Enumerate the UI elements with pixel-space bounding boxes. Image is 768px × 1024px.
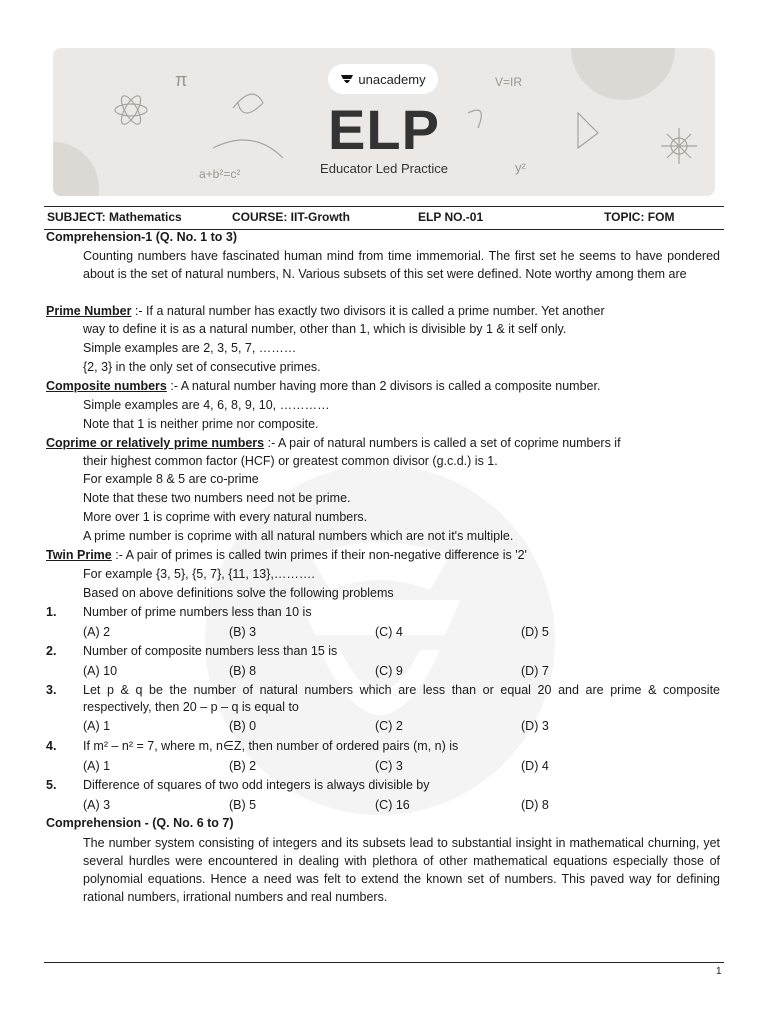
option-c: (C) 9 (375, 664, 403, 678)
coprime-example-2: Note that these two numbers need not be prime. (83, 491, 351, 505)
twin-prime-def: :- A pair of primes is called twin primes if their non-negative difference is '2' (111, 548, 527, 562)
question-text: Let p & q be the number of natural numbers which are less than or equal 20 and are prime & composite respectively, then 20 – p – q is equal to (83, 683, 720, 714)
deco-y: y² (515, 160, 526, 175)
prime-example-1: Simple examples are 2, 3, 5, 7, ……… (83, 341, 297, 355)
meta-course: COURSE: IIT-Growth (232, 210, 350, 224)
comprehension-2-body: The number system consisting of integers and its subsets lead to substantial insight in mathematical churning, yet several hurdles were encountered in dealing with plethora of other mathematical equations especially those of polynomial equations. Hence a need was felt to extend the known set of numbers. This paved way for defining rational numbers, irrational numbers and real numbers. (83, 836, 720, 904)
option-d: (D) 7 (521, 664, 549, 678)
prime-def-line1: :- If a natural number has exactly two divisors it is called a prime number. Yet another (131, 304, 605, 318)
banner-title: ELP (328, 98, 440, 161)
option-c: (C) 4 (375, 625, 403, 639)
option-b: (B) 0 (229, 719, 257, 733)
deco-pi: π (175, 70, 188, 90)
comprehension-1-heading: Comprehension-1 (Q. No. 1 to 3) (46, 230, 237, 244)
option-b: (B) 2 (229, 759, 257, 773)
twin-prime-definition (46, 547, 527, 563)
footer-divider (44, 962, 724, 963)
question-number: 2. (46, 644, 57, 658)
composite-term: Composite numbers (46, 379, 167, 393)
option-c: (C) 3 (375, 759, 403, 773)
meta-topic: TOPIC: FOM (604, 210, 675, 224)
option-a: (A) 3 (83, 798, 111, 812)
option-d: (D) 5 (521, 625, 549, 639)
question-number: 3. (46, 683, 57, 697)
page-number: 1 (716, 966, 722, 977)
option-d: (D) 3 (521, 719, 549, 733)
deco-formula: a+b²=c² (199, 167, 241, 181)
deco-vir: V=IR (495, 75, 523, 89)
question-text: Number of composite numbers less than 15 is (83, 644, 338, 658)
twin-prime-example: For example {3, 5}, {5, 7}, {11, 13},………. (83, 567, 315, 581)
option-c: (C) 16 (375, 798, 410, 812)
coprime-definition (46, 435, 621, 451)
option-b: (B) 3 (229, 625, 257, 639)
comprehension-1-intro: Counting numbers have fascinated human mind from time immemorial. The first set he seems to have pondered about is the set of natural numbers, N. Various subsets of this set were defined. Note worthy among them are (83, 249, 720, 281)
meta-elp-no: ELP NO.-01 (418, 210, 484, 224)
option-a: (A) 2 (83, 625, 111, 639)
instructions-line: Based on above definitions solve the following problems (83, 586, 394, 600)
prime-example-2: {2, 3} in the only set of consecutive primes. (83, 360, 321, 374)
composite-example-2: Note that 1 is neither prime nor composite. (83, 417, 319, 431)
prime-term: Prime Number (46, 304, 132, 318)
option-a: (A) 1 (83, 719, 111, 733)
coprime-example-4: A prime number is coprime with all natural numbers which are not it's multiple. (83, 529, 514, 543)
unacademy-logo (328, 64, 438, 94)
option-b: (B) 8 (229, 664, 257, 678)
option-c: (C) 2 (375, 719, 403, 733)
coprime-example-3: More over 1 is coprime with every natural numbers. (83, 510, 368, 524)
unacademy-icon (340, 72, 354, 86)
question-text: Difference of squares of two odd integers is always divisible by (83, 778, 430, 792)
prime-definition (46, 303, 605, 319)
coprime-example-1: For example 8 & 5 are co-prime (83, 472, 259, 486)
option-d: (D) 8 (521, 798, 549, 812)
question-number: 5. (46, 778, 57, 792)
option-b: (B) 5 (229, 798, 257, 812)
brand-name: unacademy (358, 71, 426, 87)
meta-subject: SUBJECT: Mathematics (47, 210, 182, 224)
question-number: 1. (46, 605, 57, 619)
coprime-def-line2: their highest common factor (HCF) or greatest common divisor (g.c.d.) is 1. (83, 454, 498, 468)
comprehension-2-heading: Comprehension - (Q. No. 6 to 7) (46, 816, 234, 830)
twin-prime-term: Twin Prime (46, 548, 112, 562)
question-text: If m² – n² = 7, where m, n∈Z, then number of ordered pairs (m, n) is (83, 739, 459, 753)
option-a: (A) 1 (83, 759, 111, 773)
coprime-term: Coprime or relatively prime numbers (46, 436, 265, 450)
option-d: (D) 4 (521, 759, 549, 773)
banner-subtitle: Educator Led Practice (320, 161, 448, 176)
composite-def: :- A natural number having more than 2 divisors is called a composite number. (166, 379, 601, 393)
prime-def-line2: way to define it is as a natural number, other than 1, which is divisible by 1 & it self only. (83, 322, 567, 336)
composite-definition (46, 378, 600, 394)
composite-example-1: Simple examples are 4, 6, 8, 9, 10, ………… (83, 398, 330, 412)
question-text: Number of prime numbers less than 10 is (83, 605, 312, 619)
meta-row (44, 206, 724, 230)
question-number: 4. (46, 739, 57, 753)
header-banner (53, 48, 715, 196)
option-a: (A) 10 (83, 664, 118, 678)
coprime-def-line1: :- A pair of natural numbers is called a set of coprime numbers if (264, 436, 621, 450)
